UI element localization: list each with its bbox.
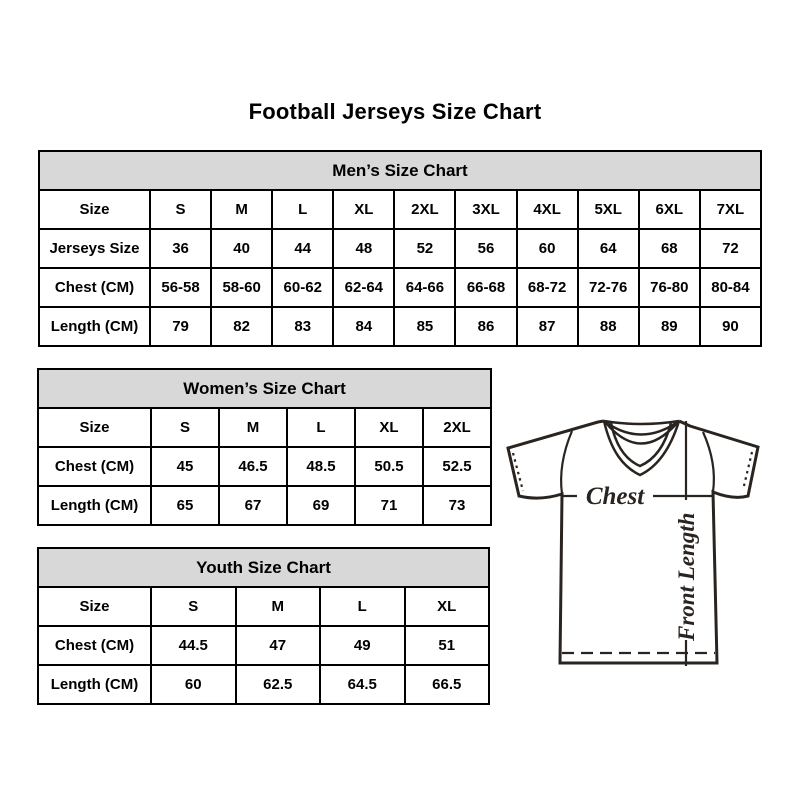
size-cell: 47 — [236, 626, 321, 665]
size-cell: 68 — [639, 229, 700, 268]
size-cell: 4XL — [517, 190, 578, 229]
collar-top-line — [604, 421, 679, 424]
size-cell: 87 — [517, 307, 578, 346]
left-sleeve-seam — [561, 431, 572, 494]
size-cell: S — [151, 587, 236, 626]
size-cell: L — [272, 190, 333, 229]
size-cell: 83 — [272, 307, 333, 346]
size-cell: 65 — [151, 486, 219, 525]
womens-data-row — [38, 447, 491, 486]
size-cell: L — [320, 587, 405, 626]
size-cell: 60-62 — [272, 268, 333, 307]
row-label: Size — [39, 190, 150, 229]
size-cell: 3XL — [455, 190, 516, 229]
right-sleeve-seam — [703, 432, 714, 492]
size-cell: S — [151, 408, 219, 447]
size-cell: 46.5 — [219, 447, 287, 486]
size-cell: 62-64 — [333, 268, 394, 307]
size-cell: 73 — [423, 486, 491, 525]
size-cell: 52.5 — [423, 447, 491, 486]
womens-data-row — [38, 408, 491, 447]
mens-data-row — [39, 229, 761, 268]
jersey-diagram-svg — [500, 408, 772, 672]
row-label: Size — [38, 408, 151, 447]
size-cell: 7XL — [700, 190, 761, 229]
size-cell: 40 — [211, 229, 272, 268]
front-length-label: Front Length — [674, 512, 699, 641]
size-cell: 72-76 — [578, 268, 639, 307]
jersey-outline — [508, 421, 758, 663]
size-cell: 66.5 — [405, 665, 490, 704]
size-cell: 58-60 — [211, 268, 272, 307]
size-cell: 66-68 — [455, 268, 516, 307]
size-cell: 2XL — [394, 190, 455, 229]
size-cell: 56-58 — [150, 268, 211, 307]
size-cell: 60 — [151, 665, 236, 704]
size-cell: S — [150, 190, 211, 229]
size-cell: 50.5 — [355, 447, 423, 486]
row-label: Chest (CM) — [39, 268, 150, 307]
size-cell: 56 — [455, 229, 516, 268]
size-cell: 85 — [394, 307, 455, 346]
row-label: Length (CM) — [39, 307, 150, 346]
womens-header-row — [38, 369, 491, 408]
youth-data-row — [38, 587, 489, 626]
size-cell: 64-66 — [394, 268, 455, 307]
row-label: Length (CM) — [38, 665, 151, 704]
size-cell: 84 — [333, 307, 394, 346]
row-label: Chest (CM) — [38, 626, 151, 665]
youth-data-row — [38, 626, 489, 665]
size-cell: 88 — [578, 307, 639, 346]
row-label: Chest (CM) — [38, 447, 151, 486]
size-cell: 82 — [211, 307, 272, 346]
row-label: Jerseys Size — [39, 229, 150, 268]
youth-data-row — [38, 665, 489, 704]
size-cell: 45 — [151, 447, 219, 486]
size-cell: 64 — [578, 229, 639, 268]
size-cell: XL — [405, 587, 490, 626]
mens-size-table — [38, 150, 762, 347]
mens-data-row — [39, 268, 761, 307]
size-cell: 62.5 — [236, 665, 321, 704]
size-cell: 49 — [320, 626, 405, 665]
size-cell: 52 — [394, 229, 455, 268]
size-cell: 44.5 — [151, 626, 236, 665]
row-label: Size — [38, 587, 151, 626]
size-cell: 90 — [700, 307, 761, 346]
size-cell: XL — [333, 190, 394, 229]
size-cell: 44 — [272, 229, 333, 268]
size-cell: 6XL — [639, 190, 700, 229]
mens-chart-title: Men’s Size Chart — [39, 151, 761, 190]
size-cell: 68-72 — [517, 268, 578, 307]
size-cell: 36 — [150, 229, 211, 268]
size-cell: 67 — [219, 486, 287, 525]
mens-header-row — [39, 151, 761, 190]
page-title: Football Jerseys Size Chart — [248, 99, 542, 124]
mens-data-row — [39, 307, 761, 346]
size-cell: M — [236, 587, 321, 626]
size-cell: 76-80 — [639, 268, 700, 307]
youth-header-row — [38, 548, 489, 587]
size-cell: M — [211, 190, 272, 229]
chest-label: Chest — [585, 483, 645, 510]
size-cell: 86 — [455, 307, 516, 346]
size-cell: 2XL — [423, 408, 491, 447]
size-cell: 80-84 — [700, 268, 761, 307]
row-label: Length (CM) — [38, 486, 151, 525]
size-cell: 64.5 — [320, 665, 405, 704]
jersey-measurement-diagram — [500, 408, 772, 672]
womens-size-table — [37, 368, 492, 526]
size-cell: 89 — [639, 307, 700, 346]
size-cell: 79 — [150, 307, 211, 346]
size-cell: L — [287, 408, 355, 447]
size-cell: 71 — [355, 486, 423, 525]
size-cell: 60 — [517, 229, 578, 268]
size-cell: 69 — [287, 486, 355, 525]
size-cell: 48.5 — [287, 447, 355, 486]
mens-data-row — [39, 190, 761, 229]
size-cell: 51 — [405, 626, 490, 665]
size-cell: 5XL — [578, 190, 639, 229]
size-cell: 72 — [700, 229, 761, 268]
size-cell: 48 — [333, 229, 394, 268]
size-cell: XL — [355, 408, 423, 447]
womens-data-row — [38, 486, 491, 525]
youth-chart-title: Youth Size Chart — [38, 548, 489, 587]
size-cell: M — [219, 408, 287, 447]
youth-size-table — [37, 547, 490, 705]
womens-chart-title: Women’s Size Chart — [38, 369, 491, 408]
